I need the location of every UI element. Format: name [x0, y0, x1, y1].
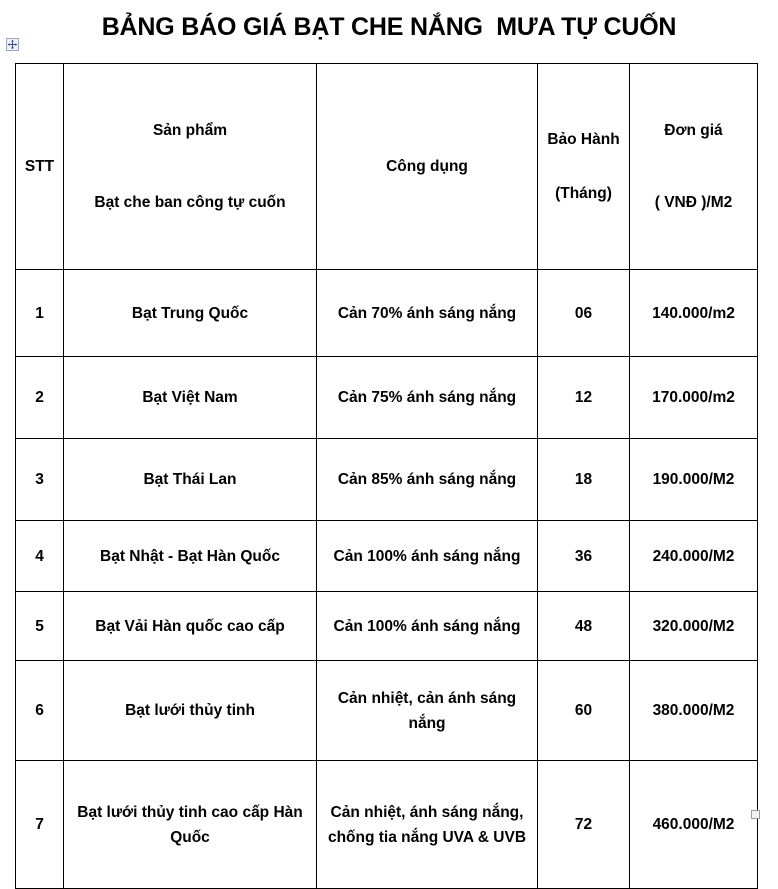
header-price-line2: ( VNĐ )/M2: [654, 194, 733, 211]
move-cross-icon: [7, 39, 18, 50]
cell-product: Bạt Nhật - Bạt Hàn Quốc: [64, 521, 317, 592]
table-row: [16, 661, 758, 761]
cell-product: Bạt Vải Hàn quốc cao cấp: [64, 592, 317, 661]
cell-product: Bạt Việt Nam: [64, 357, 317, 439]
cell-stt: 6: [16, 661, 64, 761]
header-product-line1: Sản phẩm: [152, 122, 228, 139]
header-price-stack: [635, 93, 752, 240]
table-row: [16, 439, 758, 521]
cell-warranty: 72: [538, 761, 630, 889]
cell-price: 460.000/M2: [630, 761, 758, 889]
header-price: [630, 64, 758, 270]
table-row: [16, 521, 758, 592]
table-row: [16, 357, 758, 439]
cell-price: 320.000/M2: [630, 592, 758, 661]
header-usage: Công dụng: [317, 64, 538, 270]
cell-stt: 2: [16, 357, 64, 439]
table-move-handle[interactable]: [6, 38, 19, 51]
header-warranty-stack: [543, 102, 624, 231]
cell-product: Bạt Thái Lan: [64, 439, 317, 521]
cell-warranty: 06: [538, 270, 630, 357]
header-product-stack: [69, 93, 311, 240]
cell-stt: 1: [16, 270, 64, 357]
cell-usage: Cản 100% ánh sáng nắng: [317, 592, 538, 661]
table-resize-handle[interactable]: [751, 810, 760, 819]
table-row: [16, 592, 758, 661]
header-stt: STT: [16, 64, 64, 270]
cell-stt: 4: [16, 521, 64, 592]
header-product-line2: Bạt che ban công tự cuốn: [94, 194, 286, 211]
cell-usage: Cản 75% ánh sáng nắng: [317, 357, 538, 439]
header-warranty-line2: (Tháng): [555, 185, 612, 202]
table-row: [16, 761, 758, 889]
table-row: [16, 270, 758, 357]
cell-price: 380.000/M2: [630, 661, 758, 761]
header-price-line1: Đơn giá: [664, 122, 723, 139]
cell-usage: Cản 85% ánh sáng nắng: [317, 439, 538, 521]
cell-usage: Cản 100% ánh sáng nắng: [317, 521, 538, 592]
cell-warranty: 36: [538, 521, 630, 592]
cell-price: 240.000/M2: [630, 521, 758, 592]
cell-warranty: 18: [538, 439, 630, 521]
cell-usage: Cản nhiệt, cản ánh sáng nắng: [317, 661, 538, 761]
price-table: [15, 63, 758, 889]
cell-price: 170.000/m2: [630, 357, 758, 439]
cell-price: 190.000/M2: [630, 439, 758, 521]
cell-stt: 3: [16, 439, 64, 521]
cell-usage: Cản nhiệt, ánh sáng nắng, chống tia nắng UVA & UVB: [317, 761, 538, 889]
cell-product: Bạt lưới thủy tinh: [64, 661, 317, 761]
cell-stt: 7: [16, 761, 64, 889]
cell-price: 140.000/m2: [630, 270, 758, 357]
cell-warranty: 48: [538, 592, 630, 661]
header-warranty-line1: Bảo Hành: [547, 131, 620, 148]
table-header-row: [16, 64, 758, 270]
cell-warranty: 12: [538, 357, 630, 439]
header-warranty: [538, 64, 630, 270]
cell-stt: 5: [16, 592, 64, 661]
cell-product: Bạt Trung Quốc: [64, 270, 317, 357]
cell-warranty: 60: [538, 661, 630, 761]
header-product: [64, 64, 317, 270]
page-title: BẢNG BÁO GIÁ BẠT CHE NẮNG MƯA TỰ CUỐN: [101, 13, 677, 41]
cell-product: Bạt lưới thủy tinh cao cấp Hàn Quốc: [64, 761, 317, 889]
cell-usage: Cản 70% ánh sáng nắng: [317, 270, 538, 357]
